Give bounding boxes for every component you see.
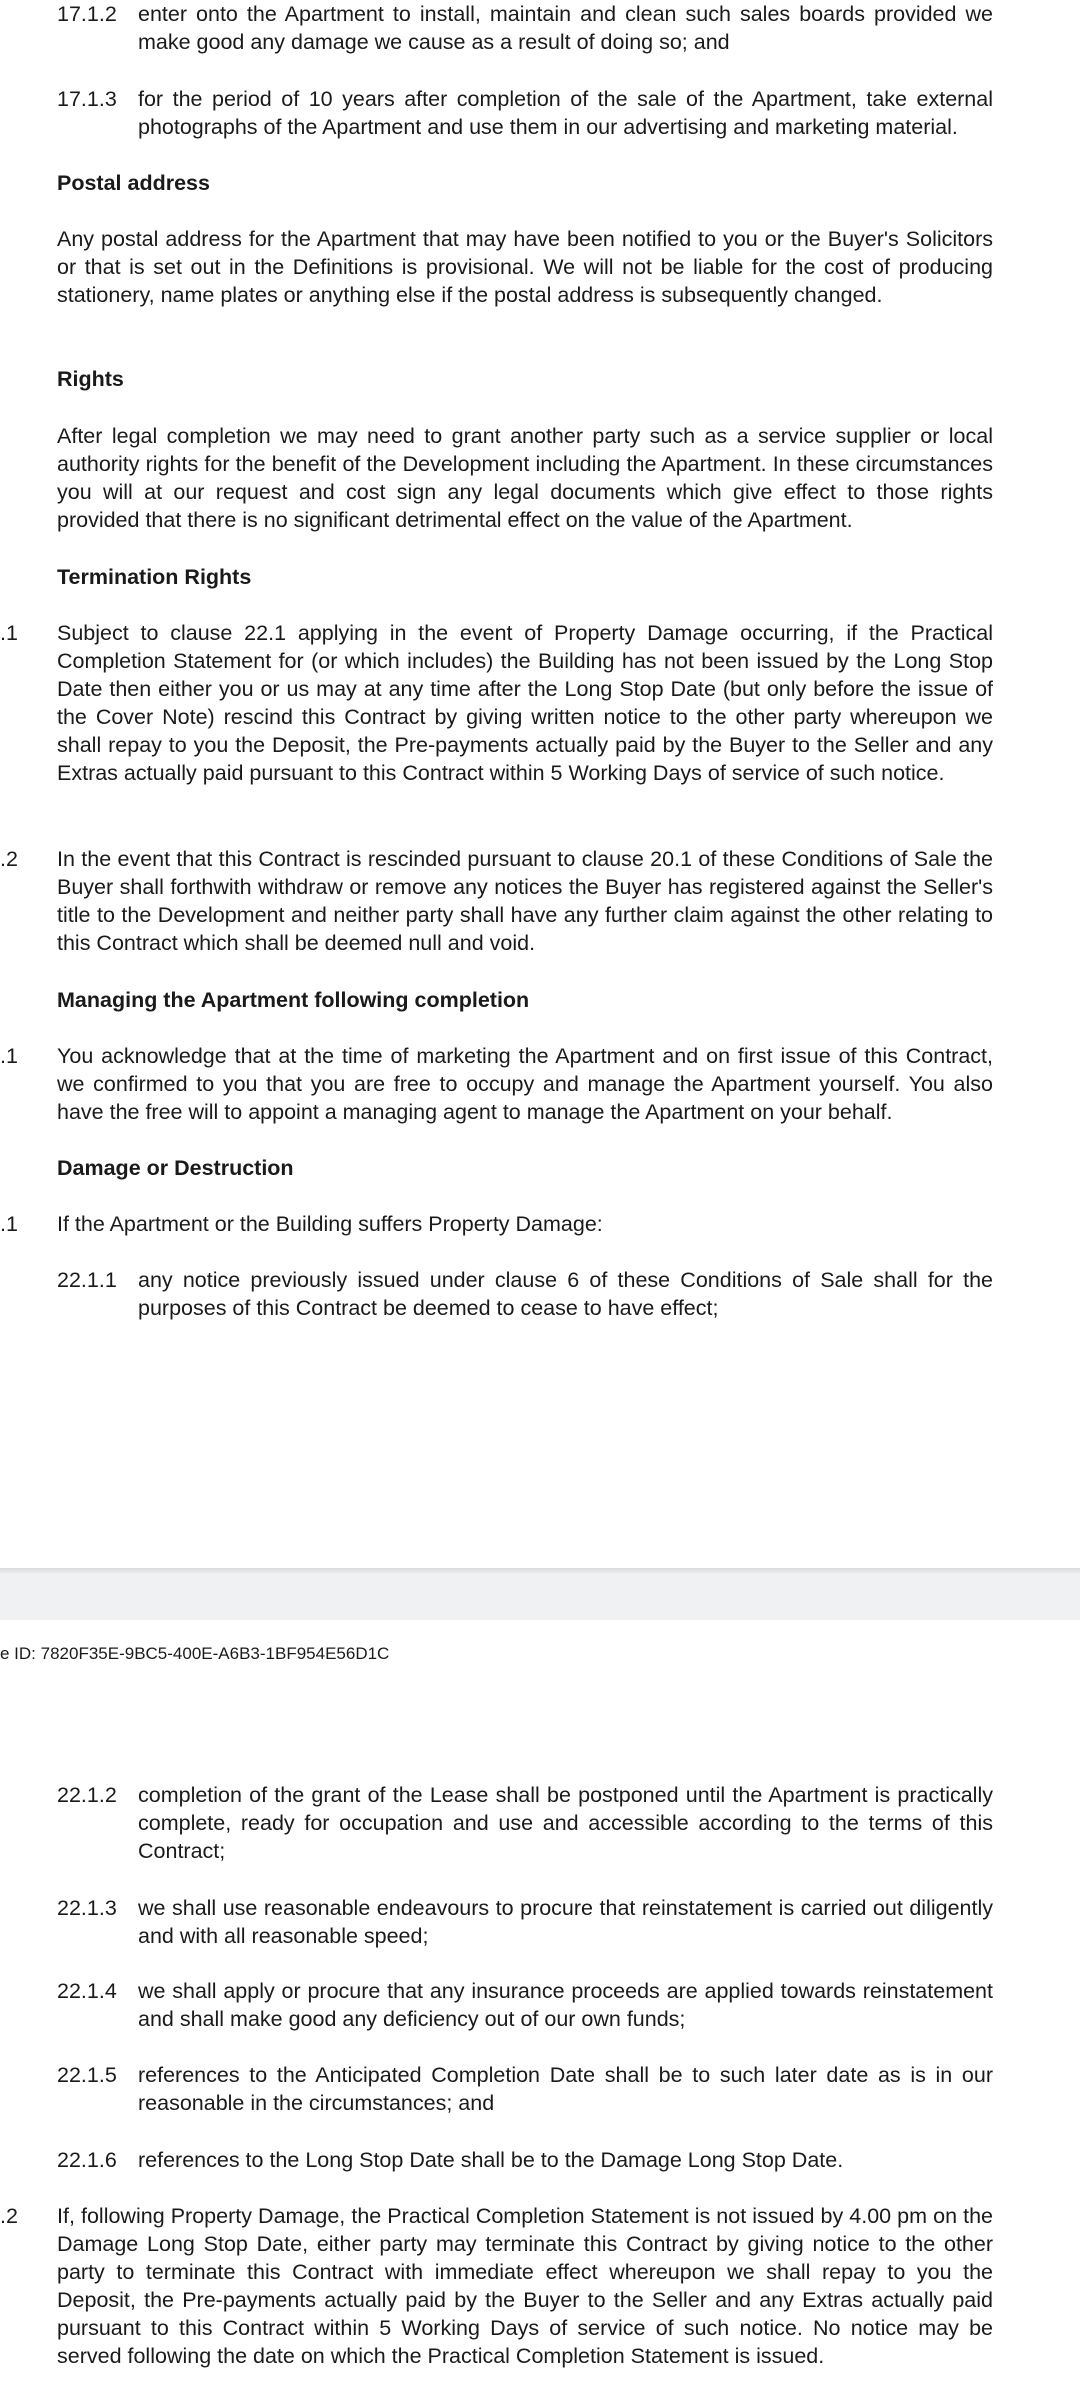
clause-22-1-5-text: references to the Anticipated Completion Date shall be to such later date as is in our reasonable in the circumstances; and: [138, 2063, 993, 2115]
clause-17-1-3-text: for the period of 10 years after completion of the sale of the Apartment, take external photographs of the Apartment and use them in our advertising and marketing material.: [138, 87, 993, 139]
clause-22-1-3-text: we shall use reasonable endeavours to procure that reinstatement is carried out diligently and with all reasonable speed;: [138, 1896, 993, 1948]
clause-number: 22.1.1: [57, 1268, 117, 1292]
clause-22-1-6-text: references to the Long Stop Date shall be to the Damage Long Stop Date.: [138, 2148, 844, 2172]
clause-number: 22.1.5: [57, 2063, 117, 2087]
rights-text: After legal completion we may need to grant another party such as a service supplier or local authority rights for the benefit of the Development including the Apartment. In these circumstances you will at our request and cost sign any legal documents which give effect to those rights provided that there is no significant detrimental effect on the value of the Apartment.: [57, 424, 993, 532]
clause-number: .2: [0, 2204, 18, 2228]
postal-address-heading: Postal address: [57, 171, 210, 195]
damage-clause-1-text: If the Apartment or the Building suffers Property Damage:: [57, 1212, 603, 1236]
clause-number: 22.1.2: [57, 1783, 117, 1807]
managing-apartment-heading: Managing the Apartment following completion: [57, 988, 530, 1012]
clause-number: 22.1.6: [57, 2148, 117, 2172]
clause-number: .1: [0, 621, 18, 645]
clause-number: .1: [0, 1212, 18, 1236]
clause-number: .1: [0, 1044, 18, 1068]
clause-17-1-2-text: enter onto the Apartment to install, maintain and clean such sales boards provided we make good any damage we cause as a result of doing so; and: [138, 2, 993, 54]
damage-clause-2-text: If, following Property Damage, the Practical Completion Statement is not issued by 4.00 pm on the Damage Long Stop Date, either party may terminate this Contract by giving notice to the other party to terminate this Contract with immediate effect whereupon we shall repay to you the Deposit, the Pre-payments actually paid by the Buyer to the Seller and any Extras actually paid pursuant to this Contract within 5 Working Days of service of such notice. No notice may be served following the date on which the Practical Completion Statement is issued.: [57, 2204, 993, 2368]
document-page-2: [0, 1620, 1080, 2408]
termination-rights-heading: Termination Rights: [57, 565, 252, 589]
managing-clause-1-text: You acknowledge that at the time of marketing the Apartment and on first issue of this Contract, we confirmed to you that you are free to occupy and manage the Apartment yourself. You also have the free will to appoint a managing agent to manage the Apartment on your behalf.: [57, 1044, 993, 1124]
clause-22-1-4-text: we shall apply or procure that any insurance proceeds are applied towards reinstatement and shall make good any deficiency out of our own funds;: [138, 1979, 993, 2031]
clause-22-1-2-text: completion of the grant of the Lease shall be postponed until the Apartment is practically complete, ready for occupation and use and accessible according to the terms of this Contract;: [138, 1783, 993, 1863]
clause-number: 22.1.3: [57, 1896, 117, 1920]
clause-number: .2: [0, 847, 18, 871]
page-separator: [0, 1568, 1080, 1620]
clause-number: 22.1.4: [57, 1979, 117, 2003]
termination-clause-1-text: Subject to clause 22.1 applying in the event of Property Damage occurring, if the Practical Completion Statement for (or which includes) the Building has not been issued by the Long Stop Date then either you or us may at any time after the Long Stop Date (but only before the issue of the Cover Note) rescind this Contract by giving written notice to the other party whereupon we shall repay to you the Deposit, the Pre-payments actually paid by the Buyer to the Seller and any Extras actually paid pursuant to this Contract within 5 Working Days of service of such notice.: [57, 621, 993, 785]
clause-number: 17.1.3: [57, 87, 117, 111]
clause-22-1-1-text: any notice previously issued under clause 6 of these Conditions of Sale shall for the purposes of this Contract be deemed to cease to have effect;: [138, 1268, 993, 1320]
clause-number: 17.1.2: [57, 2, 117, 26]
rights-heading: Rights: [57, 367, 124, 391]
termination-clause-2-text: In the event that this Contract is rescinded pursuant to clause 20.1 of these Conditions of Sale the Buyer shall forthwith withdraw or remove any notices the Buyer has registered against the Seller's title to the Development and neither party shall have any further claim against the other relating to this Contract which shall be deemed null and void.: [57, 847, 993, 955]
damage-destruction-heading: Damage or Destruction: [57, 1156, 294, 1180]
postal-address-text: Any postal address for the Apartment that may have been notified to you or the Buyer's Solicitors or that is set out in the Definitions is provisional. We will not be liable for the cost of producing stationery, name plates or anything else if the postal address is subsequently changed.: [57, 227, 993, 307]
document-id: e ID: 7820F35E-9BC5-400E-A6B3-1BF954E56D1C: [0, 1644, 390, 1663]
